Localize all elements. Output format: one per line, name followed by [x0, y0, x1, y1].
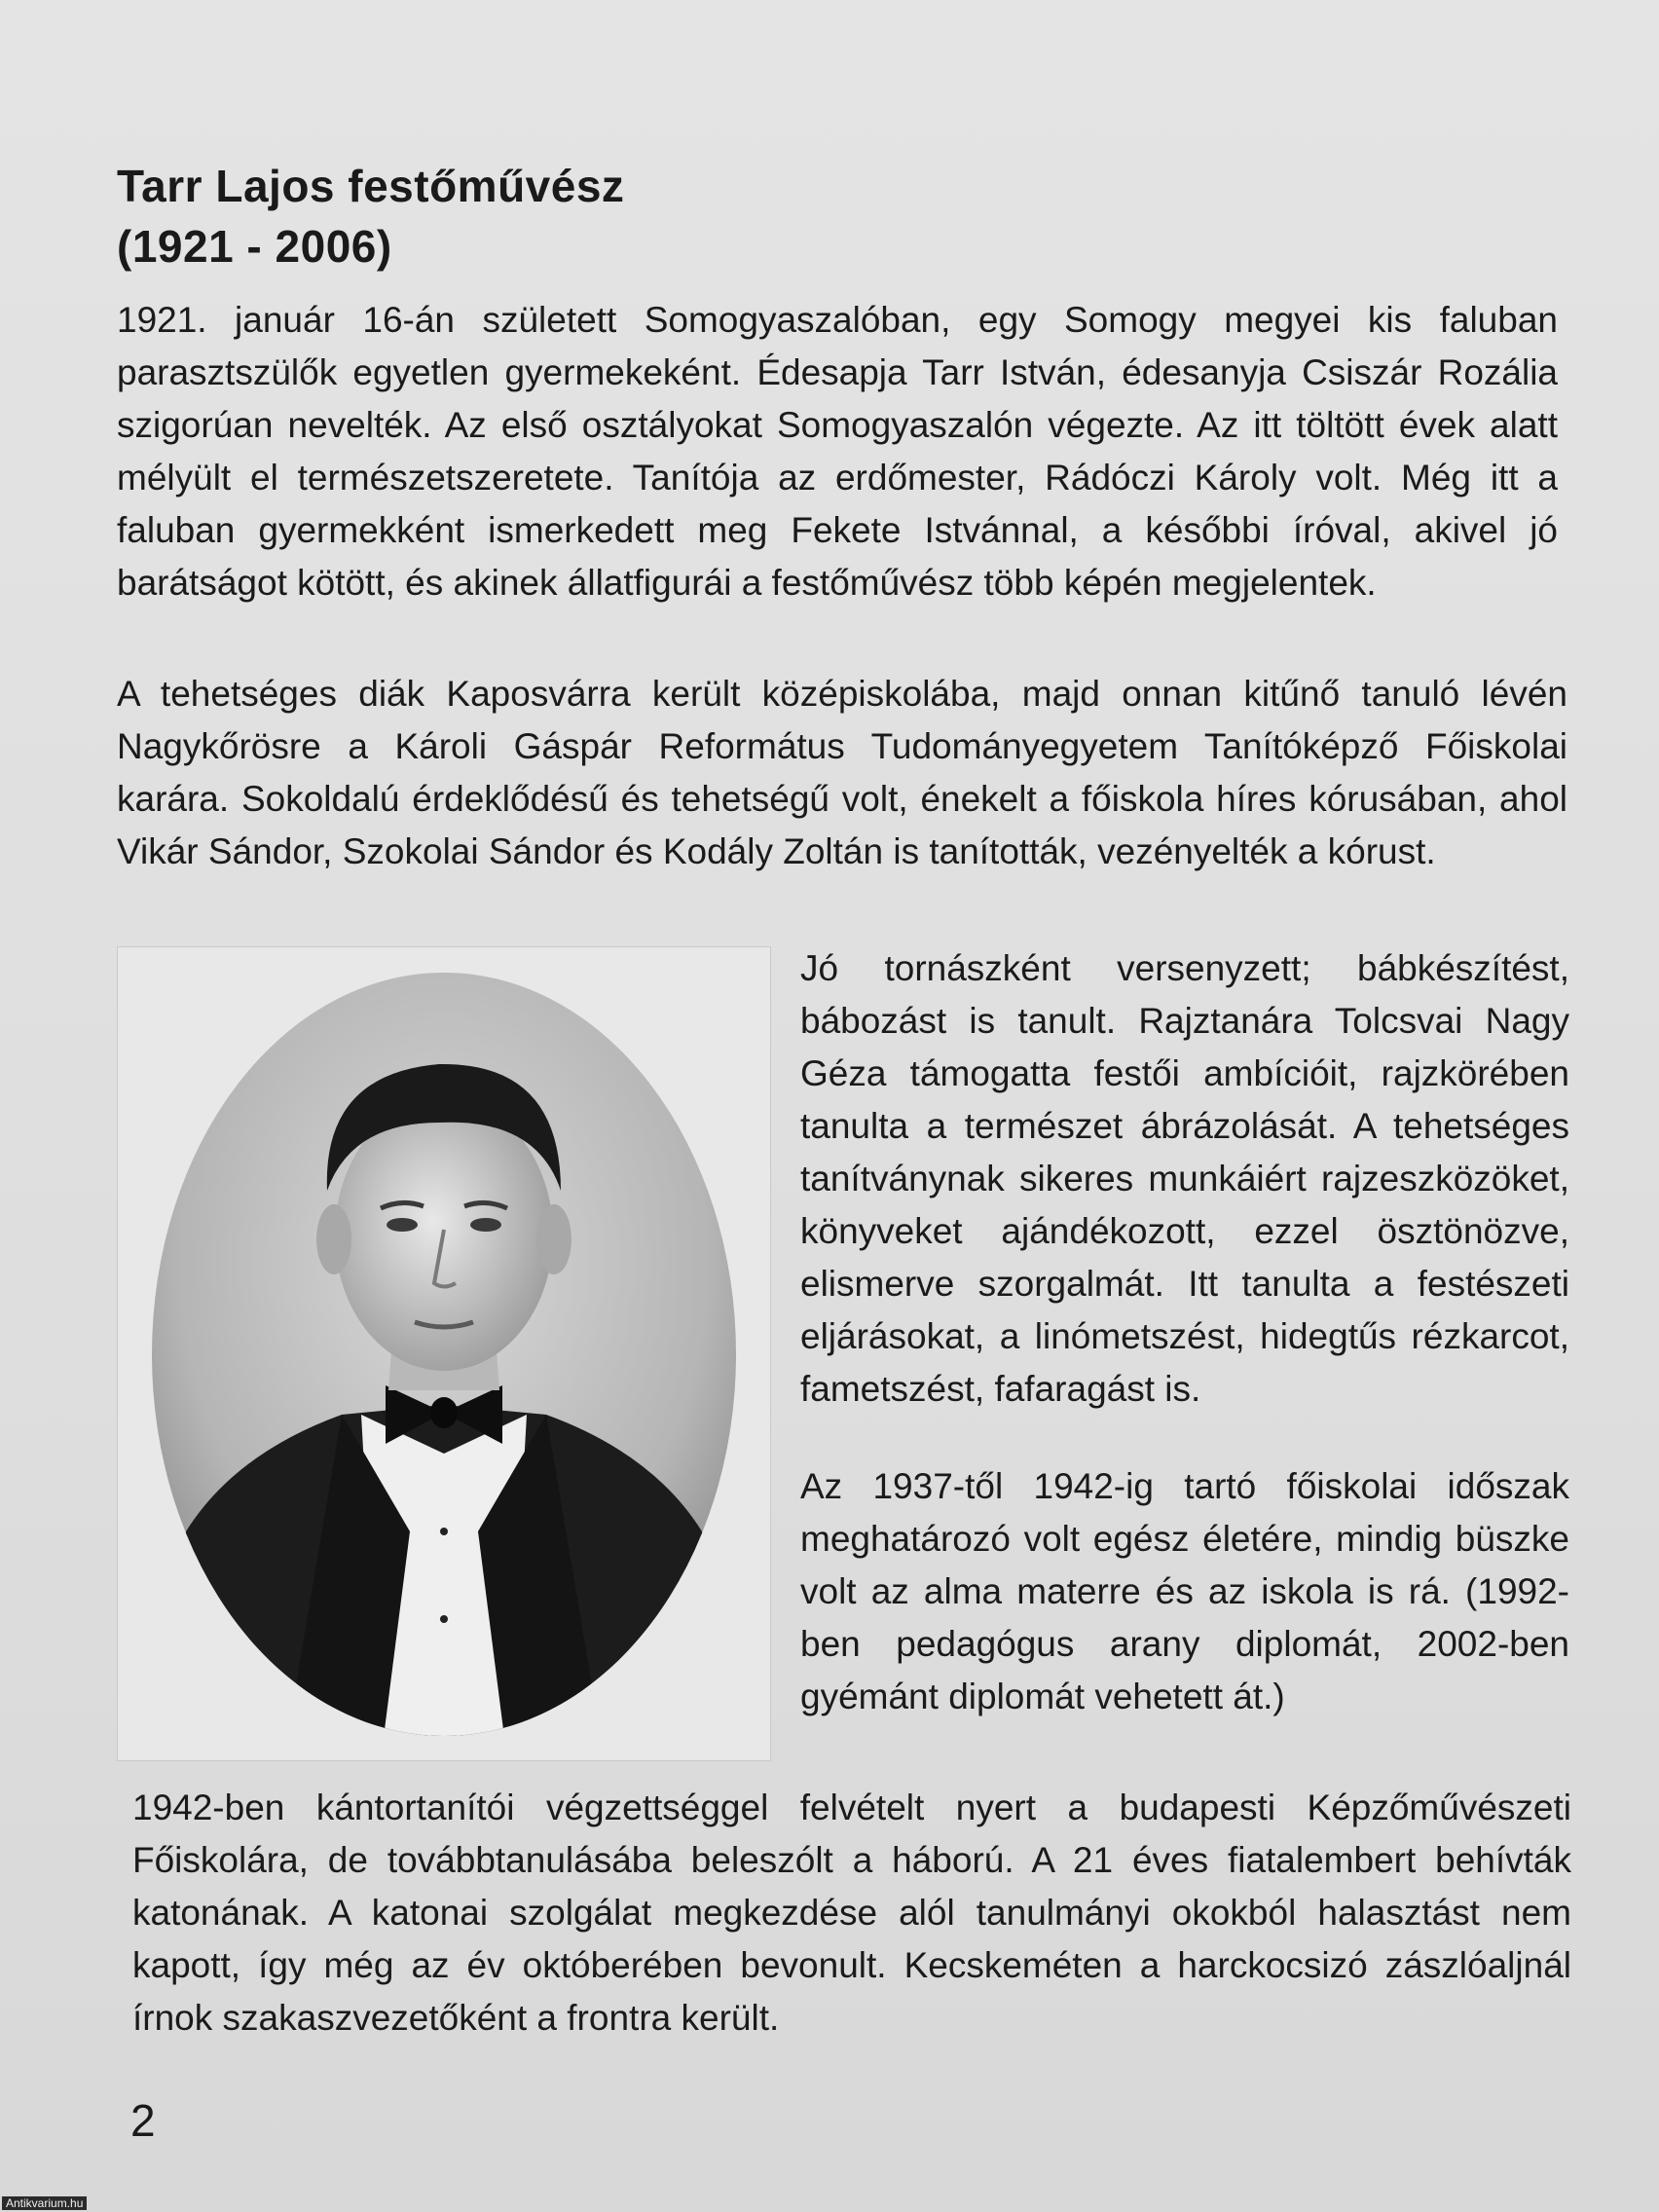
watermark: Antikvarium.hu	[2, 2196, 87, 2210]
portrait-image	[118, 947, 770, 1760]
paragraph-birth: 1921. január 16-án született Somogyaszalóban, egy Somogy megyei kis faluban parasztszülők egyetlen gyermekeként. Édesapja Tarr István, édesanyja Csiszár Rozália szigorúan nevelték. Az első osztályokat Somogyaszalón végezte. Az itt töltött évek alatt mélyült el természetszeretete. Tanítója az erdőmester, Rádóczi Károly volt. Még itt a faluban gyermekként ismerkedett meg Fekete Istvánnal, a későbbi íróval, akivel jó barátságot kötött, és akinek állatfigurái a festőművész több képén megjelentek.	[117, 300, 1558, 603]
portrait-photo	[117, 946, 771, 1761]
paragraph-college-period: Az 1937-től 1942-ig tartó főiskolai időszak meghatározó volt egész életére, mindig büszke volt az alma materre és az iskola is rá. (1992-ben pedagógus arany diplomát, 2002-ben gyémánt diplomát vehetett át.)	[800, 1466, 1569, 1716]
page-number: 2	[130, 2095, 156, 2146]
title-years: (1921 - 2006)	[117, 221, 392, 272]
page-title	[117, 156, 624, 276]
paragraph-war: 1942-ben kántortanítói végzettséggel felvételt nyert a budapesti Képzőművészeti Főiskolára, de továbbtanulásába beleszólt a háború. A 21 éves fiatalembert behívták katonának. A katonai szolgálat megkezdése alól tanulmányi okokból halasztást nem kapott, így még az év októberében bevonult. Kecskeméten a harckocsizó zászlóaljnál írnok szakaszvezetőként a frontra került.	[132, 1788, 1571, 2038]
paragraph-arts-training: Jó tornászként versenyzett; bábkészítést, bábozást is tanult. Rajztanára Tolcsvai Nagy Géza támogatta festői ambícióit, rajzkörében tanulta a természet ábrázolását. A tehetséges tanítványnak sikeres munkáiért rajzeszközöket, könyveket ajándékozott, ezzel ösztönözve, elismerve szorgalmát. Itt tanulta a festészeti eljárásokat, a linómetszést, hidegtűs rézkarcot, fametszést, fafaragást is.	[800, 948, 1569, 1409]
title-name: Tarr Lajos festőművész	[117, 161, 625, 211]
paragraph-school: A tehetséges diák Kaposvárra került középiskolába, majd onnan kitűnő tanuló lévén Nagykőrösre a Károli Gáspár Református Tudományegyetem Tanítóképző Főiskolai karára. Sokoldalú érdeklődésű és tehetségű volt, énekelt a főiskola híres kórusában, ahol Vikár Sándor, Szokolai Sándor és Kodály Zoltán is tanították, vezényelték a kórust.	[117, 674, 1567, 871]
